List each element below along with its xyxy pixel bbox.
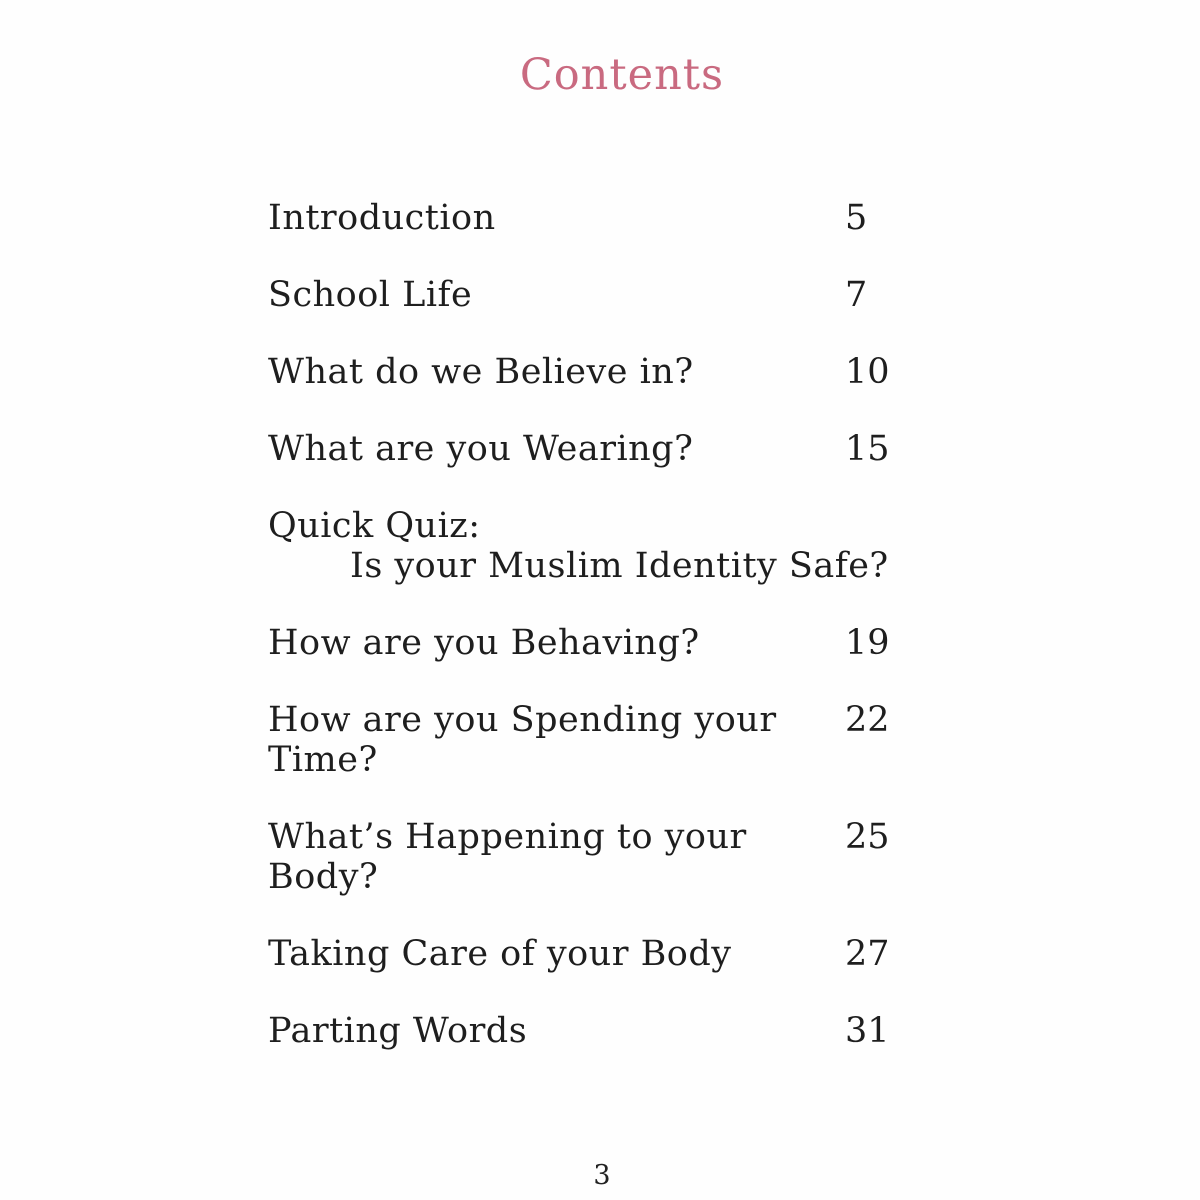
toc-entry-title: Introduction bbox=[268, 198, 496, 238]
toc-list bbox=[268, 198, 948, 1088]
toc-entry bbox=[268, 700, 948, 780]
toc-entry-title: Quick Quiz: bbox=[268, 506, 481, 546]
toc-entry bbox=[268, 934, 948, 974]
toc-entry-title: What are you Wearing? bbox=[268, 429, 694, 469]
toc-entry bbox=[268, 817, 948, 897]
toc-entry-page: 25 bbox=[845, 817, 890, 857]
toc-entry-page: 5 bbox=[845, 198, 868, 238]
toc-entry-page: 7 bbox=[845, 275, 868, 315]
toc-entry-subtitle: Is your Muslim Identity Safe? bbox=[350, 546, 889, 586]
toc-entry-title: School Life bbox=[268, 275, 473, 315]
toc-entry-page: 10 bbox=[845, 352, 890, 392]
toc-entry bbox=[268, 429, 948, 469]
page-title: Contents bbox=[519, 50, 725, 100]
toc-entry-title: How are you Behaving? bbox=[268, 623, 700, 663]
toc-entry bbox=[268, 275, 948, 315]
toc-entry-page: 15 bbox=[845, 429, 890, 469]
toc-entry-title: What do we Believe in? bbox=[268, 352, 694, 392]
toc-entry bbox=[268, 1011, 948, 1051]
toc-entry-page: 22 bbox=[845, 700, 890, 740]
toc-entry-title: Parting Words bbox=[268, 1011, 528, 1051]
toc-entry-title: Taking Care of your Body bbox=[268, 934, 732, 974]
toc-entry bbox=[268, 352, 948, 392]
toc-entry-page: 27 bbox=[845, 934, 890, 974]
toc-entry bbox=[268, 506, 948, 586]
toc-entry-title: How are you Spending your Time? bbox=[268, 700, 777, 780]
footer-page-number: 3 bbox=[593, 1160, 611, 1191]
toc-entry-page: 19 bbox=[845, 623, 890, 663]
toc-entry-title: What’s Happening to your Body? bbox=[268, 817, 747, 897]
toc-entry bbox=[268, 623, 948, 663]
toc-entry bbox=[268, 198, 948, 238]
toc-entry-page: 31 bbox=[845, 1011, 890, 1051]
